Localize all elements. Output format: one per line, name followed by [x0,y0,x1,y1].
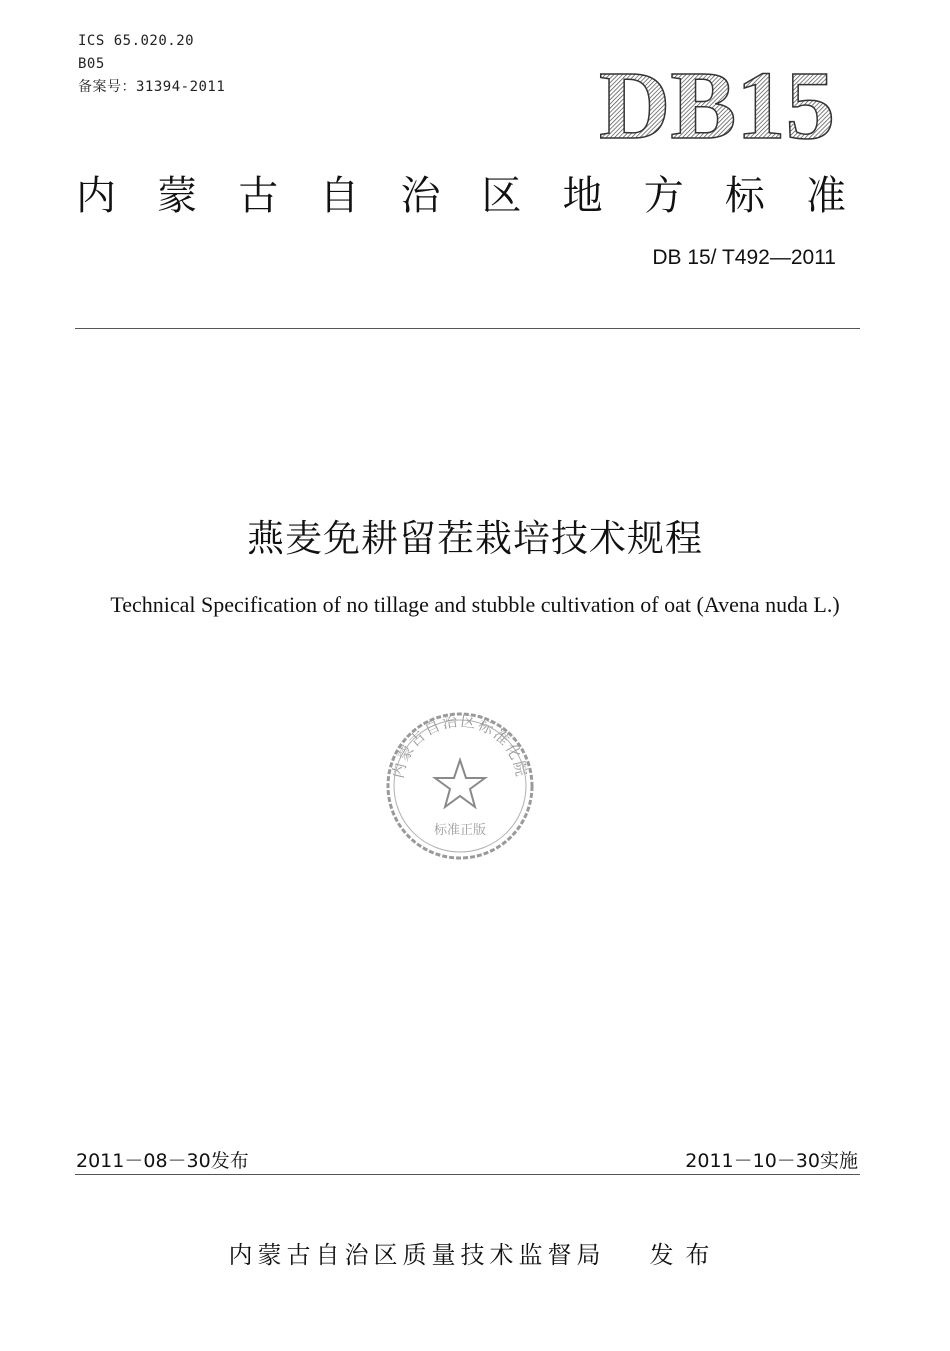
official-seal [382,708,538,864]
seal-star-icon [435,760,485,807]
category-code: B05 [78,56,105,72]
issuer-org: 内蒙古自治区质量技术监督局 [228,1241,606,1269]
standard-type-char: 自 [319,173,360,219]
db15-logo [596,58,838,150]
document-title-en: Technical Specification of no tillage and stubble cultivation of oat (Avena nuda L.) [110,592,840,617]
standard-type-char: 方 [643,173,684,219]
standard-type-char: 区 [481,173,522,219]
classification-block [78,30,225,99]
standard-type-char: 准 [805,173,846,219]
svg-text:内蒙古自治区标准化院 [389,712,531,780]
issuing-authority [0,1235,950,1270]
issue-action: 发布 [649,1241,722,1269]
implement-date: 2011－10－30实施 [685,1150,858,1172]
standard-type-heading [76,168,846,224]
standard-type-char: 古 [238,173,279,219]
db15-logo-text: DB15 [599,58,835,150]
record-number: 备案号：31394-2011 [78,79,226,95]
header-divider [75,328,860,329]
seal-inner-text: 标准正版 [433,823,487,838]
standard-type-char: 蒙 [157,173,198,219]
publish-date: 2011－08－30发布 [76,1150,249,1172]
standard-type-char: 治 [400,173,441,219]
standard-type-char: 地 [562,173,603,219]
footer-divider [75,1174,860,1175]
document-title-cn: 燕麦免耕留茬栽培技术规程 [247,517,703,560]
seal-ring-text: 内蒙古自治区标准化院 [388,711,532,780]
standard-type-char: 标 [724,173,765,219]
standard-code: DB 15/ T492—2011 [652,246,836,269]
ics-code: ICS 65.020.20 [78,33,195,49]
standard-type-char: 内 [76,173,116,219]
